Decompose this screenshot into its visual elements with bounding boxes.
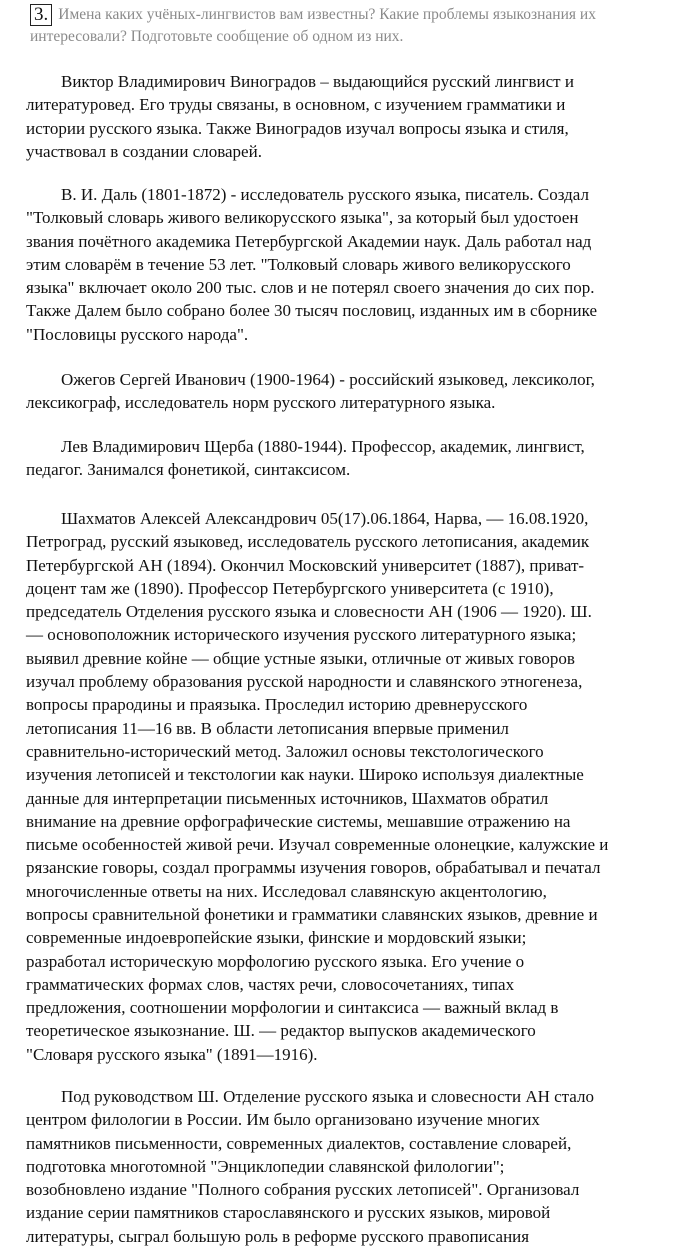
text-line: "Толковый словарь живого великорусского языка", за который был удостоен: [26, 208, 579, 228]
text-line: — основоположник исторического изучения русского литературного языка;: [26, 625, 577, 645]
text-line: вопросы прародины и праязыка. Проследил историю древнерусского: [26, 695, 528, 715]
paragraph-shakhmatov: [26, 507, 698, 903]
text-line: многочисленные ответы на них. Исследовал славянскую акцентологию,: [26, 881, 547, 901]
text-line: Также Далем было собрано более 30 тысяч пословиц, изданных им в сборнике: [26, 301, 598, 321]
text-line: языка" включает около 200 тыс. слов и не потерял своего значения до сих пор.: [26, 278, 595, 298]
text-line: Под руководством Ш. Отделение русского языка и словесности АН стало: [61, 1087, 594, 1106]
text-line: участвовал в создании словарей.: [26, 141, 262, 161]
text-line: изучал проблему образования русской народности и славянского этногенеза,: [26, 672, 583, 692]
text-line: центром филологии в России. Им было организовано изучение многих: [26, 1110, 540, 1130]
text-line: Шахматов Алексей Александрович 05(17).06.1864, Нарва, — 16.08.1920,: [61, 509, 589, 528]
text-line: внимание на древние орфографические системы, мешавшие отражению на: [26, 811, 571, 831]
text-line: "Пословицы русского народа".: [26, 324, 249, 344]
paragraph-academy: [26, 1085, 698, 1248]
text-line: разработал историческую морфологию русского языка. Его учение о: [26, 951, 525, 971]
text-line: "Словаря русского языка" (1891—1916).: [26, 1044, 318, 1064]
text-line: памятников письменности, современных диалектов, составление словарей,: [26, 1133, 572, 1153]
task-prompt: [30, 4, 690, 48]
task-number-box: 3.: [30, 4, 52, 26]
text-line: теоретическое языкознание. Ш. — редактор выпусков академического: [26, 1021, 536, 1041]
text-line: педагог. Занимался фонетикой, синтаксисом.: [26, 460, 351, 480]
text-line: Петроград, русский языковед, исследователь русского летописания, академик: [26, 532, 590, 552]
text-line: современные индоевропейские языки, финские и мордовский языки;: [26, 928, 527, 948]
text-line: данные для интерпретации письменных источников, Шахматов обратил: [26, 788, 549, 808]
text-line: сравнительно-исторический метод. Заложил основы текстологического: [26, 741, 544, 761]
text-line: предложения, соотношении морфологии и синтаксиса — важный вклад в: [26, 998, 559, 1018]
text-line: звания почётного академика Петербургской Академии наук. Даль работал над: [26, 231, 592, 251]
task-line: Имена каких учёных-лингвистов вам известны? Какие проблемы языкознания их: [58, 6, 596, 23]
text-line: доцент там же (1890). Профессор Петербургского университета (с 1910),: [26, 578, 554, 598]
text-line: этим словарём в течение 53 лет. "Толковый словарь живого великорусского: [26, 254, 571, 274]
text-line: выявил древние койне — общие устные языки, отличные от живых говоров: [26, 648, 575, 668]
paragraph-dal: [26, 183, 698, 346]
text-line: Лев Владимирович Щерба (1880-1944). Профессор, академик, лингвист,: [61, 437, 585, 456]
text-line: лексикограф, исследователь норм русского литературного языка.: [26, 393, 496, 413]
text-line: В. И. Даль (1801-1872) - исследователь русского языка, писатель. Создал: [61, 185, 589, 204]
text-line: письме особенностей живой речи. Изучал современные олонецкие, калужские и: [26, 835, 609, 855]
text-line: издание серии памятников старославянского и русских языков, мировой: [26, 1203, 551, 1223]
text-line: Петербургской АН (1894). Окончил Московский университет (1887), приват-: [26, 555, 585, 575]
text-line: литературы, сыграл большую роль в реформе русского правописания: [26, 1226, 530, 1246]
text-line: Ожегов Сергей Иванович (1900-1964) - российский языковед, лексиколог,: [61, 370, 595, 389]
text-line: летописания 11—16 вв. В области летописания впервые применил: [26, 718, 509, 738]
paragraph-shakhmatov-continued: [26, 903, 698, 1066]
text-line: возобновлено издание "Полного собрания русских летописей". Организовал: [26, 1180, 580, 1200]
paragraph-vinogradov: [26, 70, 698, 163]
text-line: вопросы сравнительной фонетики и грамматики славянских языков, древние и: [26, 905, 598, 924]
text-line: председатель Отделения русского языка и словесности АН (1906 — 1920). Ш.: [26, 602, 592, 622]
paragraph-shcherba: [26, 435, 698, 482]
paragraph-ozhegov: [26, 368, 698, 415]
text-line: подготовка многотомной "Энциклопедии славянской филологии";: [26, 1156, 505, 1176]
text-line: Виктор Владимирович Виноградов – выдающийся русский лингвист и: [61, 72, 574, 91]
text-line: литературовед. Его труды связаны, в основном, с изучением грамматики и: [26, 95, 566, 115]
task-line: интересовали? Подготовьте сообщение об одном из них.: [30, 28, 404, 45]
text-line: грамматических формах слов, частях речи, словосочетаниях, типах: [26, 974, 515, 994]
text-line: рязанские говоры, создал программы изучения говоров, обрабатывал и печатал: [26, 858, 601, 878]
text-line: истории русского языка. Также Виноградов изучал вопросы языка и стиля,: [26, 118, 569, 138]
text-line: изучения летописей и текстологии как науки. Широко используя диалектные: [26, 765, 584, 785]
